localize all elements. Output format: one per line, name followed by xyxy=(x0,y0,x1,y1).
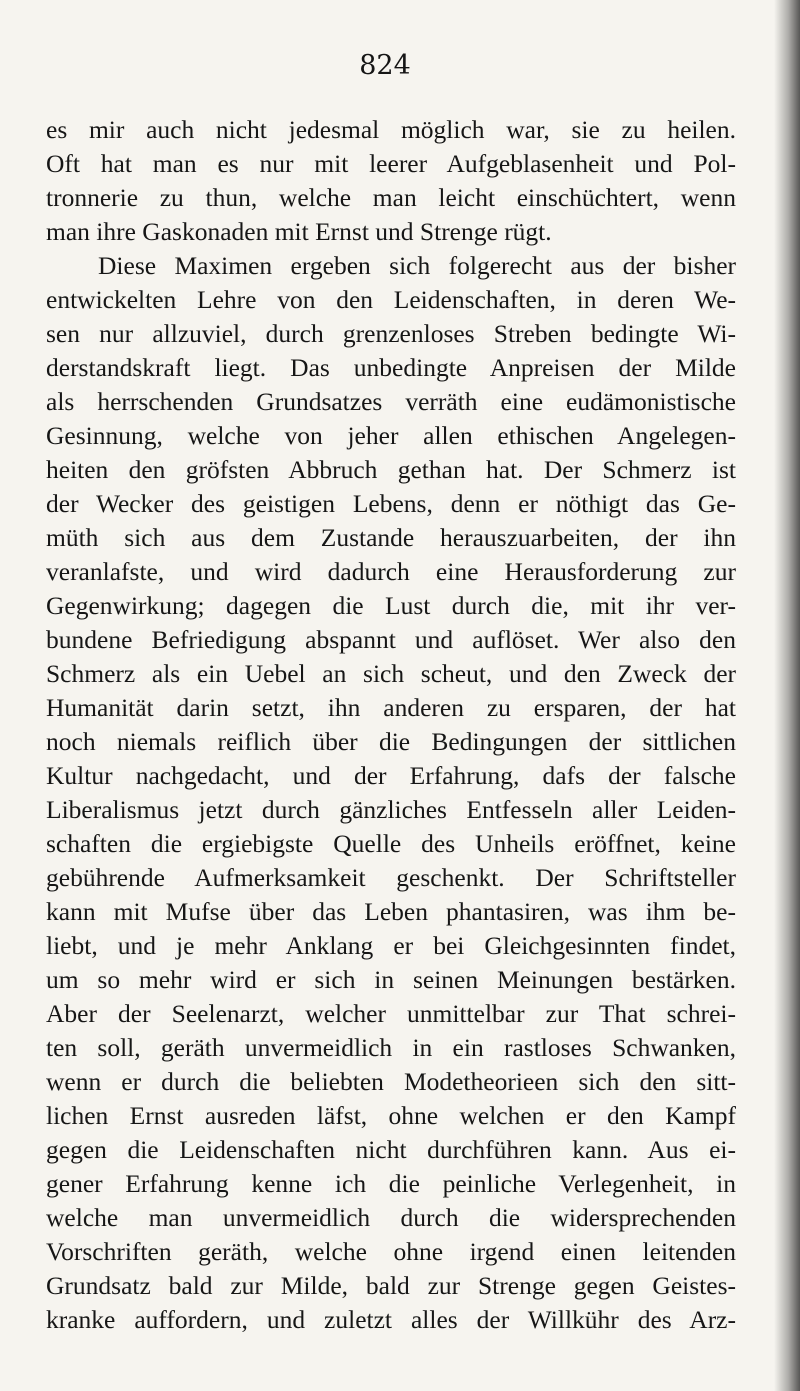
text-line: sen nur allzuviel, durch grenzenloses Streben bedingte Wi- xyxy=(46,319,736,348)
text-line: gegen die Leidenschaften nicht durchführen kann. Aus ei- xyxy=(46,1135,736,1164)
text-line: gener Erfahrung kenne ich die peinliche Verlegenheit, in xyxy=(46,1169,736,1198)
text-line: Humanität darin setzt, ihn anderen zu ersparen, der hat xyxy=(46,693,736,722)
text-line: Vorschriften geräth, welche ohne irgend einen leitenden xyxy=(46,1237,736,1266)
text-line: müth sich aus dem Zustande herauszuarbeiten, der ihn xyxy=(46,523,736,552)
text-line: Schmerz als ein Uebel an sich scheut, und den Zweck der xyxy=(46,659,736,688)
text-line: wenn er durch die beliebten Modetheorieen sich den sitt- xyxy=(46,1067,736,1096)
text-line: lichen Ernst ausreden läfst, ohne welchen er den Kampf xyxy=(46,1101,736,1130)
text-line: derstandskraft liegt. Das unbedingte Anpreisen der Milde xyxy=(46,353,736,382)
text-line: um so mehr wird er sich in seinen Meinungen bestärken. xyxy=(46,965,736,994)
text-line: veranlafste, und wird dadurch eine Herausforderung zur xyxy=(46,557,736,586)
text-line: man ihre Gaskonaden mit Ernst und Strenge rügt. xyxy=(46,217,552,246)
text-line: schaften die ergiebigste Quelle des Unheils eröffnet, keine xyxy=(46,829,736,858)
text-line: Grundsatz bald zur Milde, bald zur Strenge gegen Geistes- xyxy=(46,1271,736,1300)
text-line: Kultur nachgedacht, und der Erfahrung, dafs der falsche xyxy=(46,761,736,790)
body-text xyxy=(46,113,736,1337)
text-line: ten soll, geräth unvermeidlich in ein rastloses Schwanken, xyxy=(46,1033,736,1062)
text-line: kann mit Mufse über das Leben phantasiren, was ihm be- xyxy=(46,897,736,926)
text-line: liebt, und je mehr Anklang er bei Gleichgesinnten findet, xyxy=(46,931,736,960)
text-line: tronnerie zu thun, welche man leicht einschüchtert, wenn xyxy=(46,183,736,212)
text-line: Liberalismus jetzt durch gänzliches Entfesseln aller Leiden- xyxy=(46,795,736,824)
text-line: noch niemals reiflich über die Bedingungen der sittlichen xyxy=(46,727,736,756)
text-line: gebührende Aufmerksamkeit geschenkt. Der Schriftsteller xyxy=(46,863,736,892)
text-line: der Wecker des geistigen Lebens, denn er nöthigt das Ge- xyxy=(46,489,736,518)
text-line: als herrschenden Grundsatzes verräth eine eudämonistische xyxy=(46,387,736,416)
text-line: Gegenwirkung; dagegen die Lust durch die, mit ihr ver- xyxy=(46,591,736,620)
text-line: Gesinnung, welche von jeher allen ethischen Angelegen- xyxy=(46,421,736,450)
text-line: welche man unvermeidlich durch die widersprechenden xyxy=(46,1203,736,1232)
text-line: entwickelten Lehre von den Leidenschaften, in deren We- xyxy=(46,285,736,314)
text-line: heiten den gröfsten Abbruch gethan hat. Der Schmerz ist xyxy=(46,455,736,484)
text-line: Oft hat man es nur mit leerer Aufgeblasenheit und Pol- xyxy=(46,149,736,178)
text-line: es mir auch nicht jedesmal möglich war, sie zu heilen. xyxy=(46,115,736,144)
text-line: kranke auffordern, und zuletzt alles der Willkühr des Arz- xyxy=(46,1305,736,1334)
text-line: Aber der Seelenarzt, welcher unmittelbar zur That schrei- xyxy=(46,999,736,1028)
paragraph-start-line: Diese Maximen ergeben sich folgerecht aus der bisher xyxy=(98,251,736,280)
page-number: 824 xyxy=(359,50,411,81)
text-line: bundene Befriedigung abspannt und auflöset. Wer also den xyxy=(46,625,736,654)
